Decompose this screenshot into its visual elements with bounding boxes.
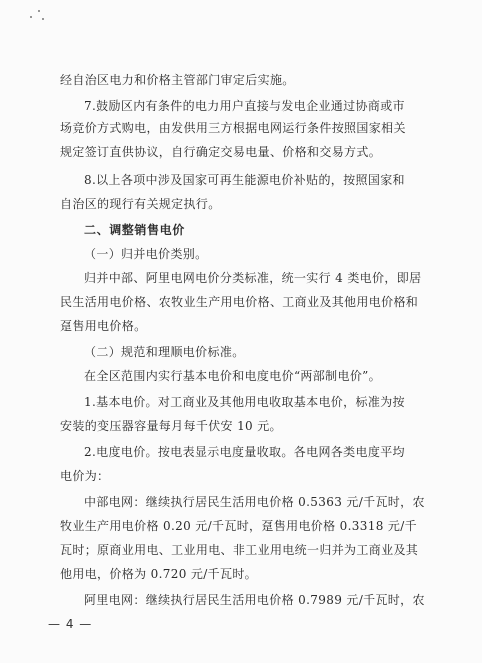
- text-line-16: 2.电度电价。按电表显示电度量收取。各电网各类电度平均: [84, 445, 405, 459]
- text-line-13: 在全区范围内实行基本电价和电度电价“两部制电价”。: [84, 369, 382, 383]
- text-line-4: 规定签订直供协议，自行确定交易电量、价格和交易方式。: [60, 145, 382, 159]
- text-line-6: 自治区的现行有关规定执行。: [60, 197, 221, 211]
- text-line-5: 8.以上各项中涉及国家可再生能源电价补贴的，按照国家和: [84, 173, 405, 187]
- text-line-20: 瓦时；原商业用电、工业用电、非工业用电统一归并为工商业及其: [60, 543, 419, 557]
- section-heading: 二、调整销售电价: [84, 223, 185, 237]
- text-line-3: 场竞价方式购电，由发供用三方根据电网运行条件按照国家相关: [60, 121, 406, 135]
- subheading-1: （一）归并电价类别。: [84, 247, 208, 261]
- text-line-9: 归并中部、阿里电网电价分类标准，统一实行 4 类电价，即居: [84, 271, 422, 285]
- text-line-10: 民生活用电价格、农牧业生产用电价格、工商业及其他用电价格和: [60, 295, 419, 309]
- text-line-17: 电价为：: [60, 469, 110, 483]
- text-line-1: 经自治区电力和价格主管部门审定后实施。: [60, 73, 295, 87]
- text-line-14: 1.基本电价。对工商业及其他用电收取基本电价，标准为按: [84, 395, 405, 409]
- page-number: — 4 —: [48, 617, 93, 631]
- text-line-21: 他用电，价格为 0.720 元/千瓦时。: [60, 567, 258, 581]
- text-line-22: 阿里电网：继续执行居民生活用电价格 0.7989 元/千瓦时，农: [84, 593, 425, 607]
- text-line-18: 中部电网：继续执行居民生活用电价格 0.5363 元/千瓦时，农: [84, 495, 425, 509]
- text-line-2: 7.鼓励区内有条件的电力用户直接与发电企业通过协商或市: [84, 99, 405, 113]
- text-line-11: 趸售用电价格。: [60, 319, 147, 333]
- text-line-19: 牧业生产用电价格 0.20 元/千瓦时，趸售用电价格 0.3318 元/千: [60, 519, 418, 533]
- subheading-2: （二）规范和理顺电价标准。: [84, 345, 245, 359]
- text-line-15: 安装的变压器容量每月每千伏安 10 元。: [60, 419, 282, 433]
